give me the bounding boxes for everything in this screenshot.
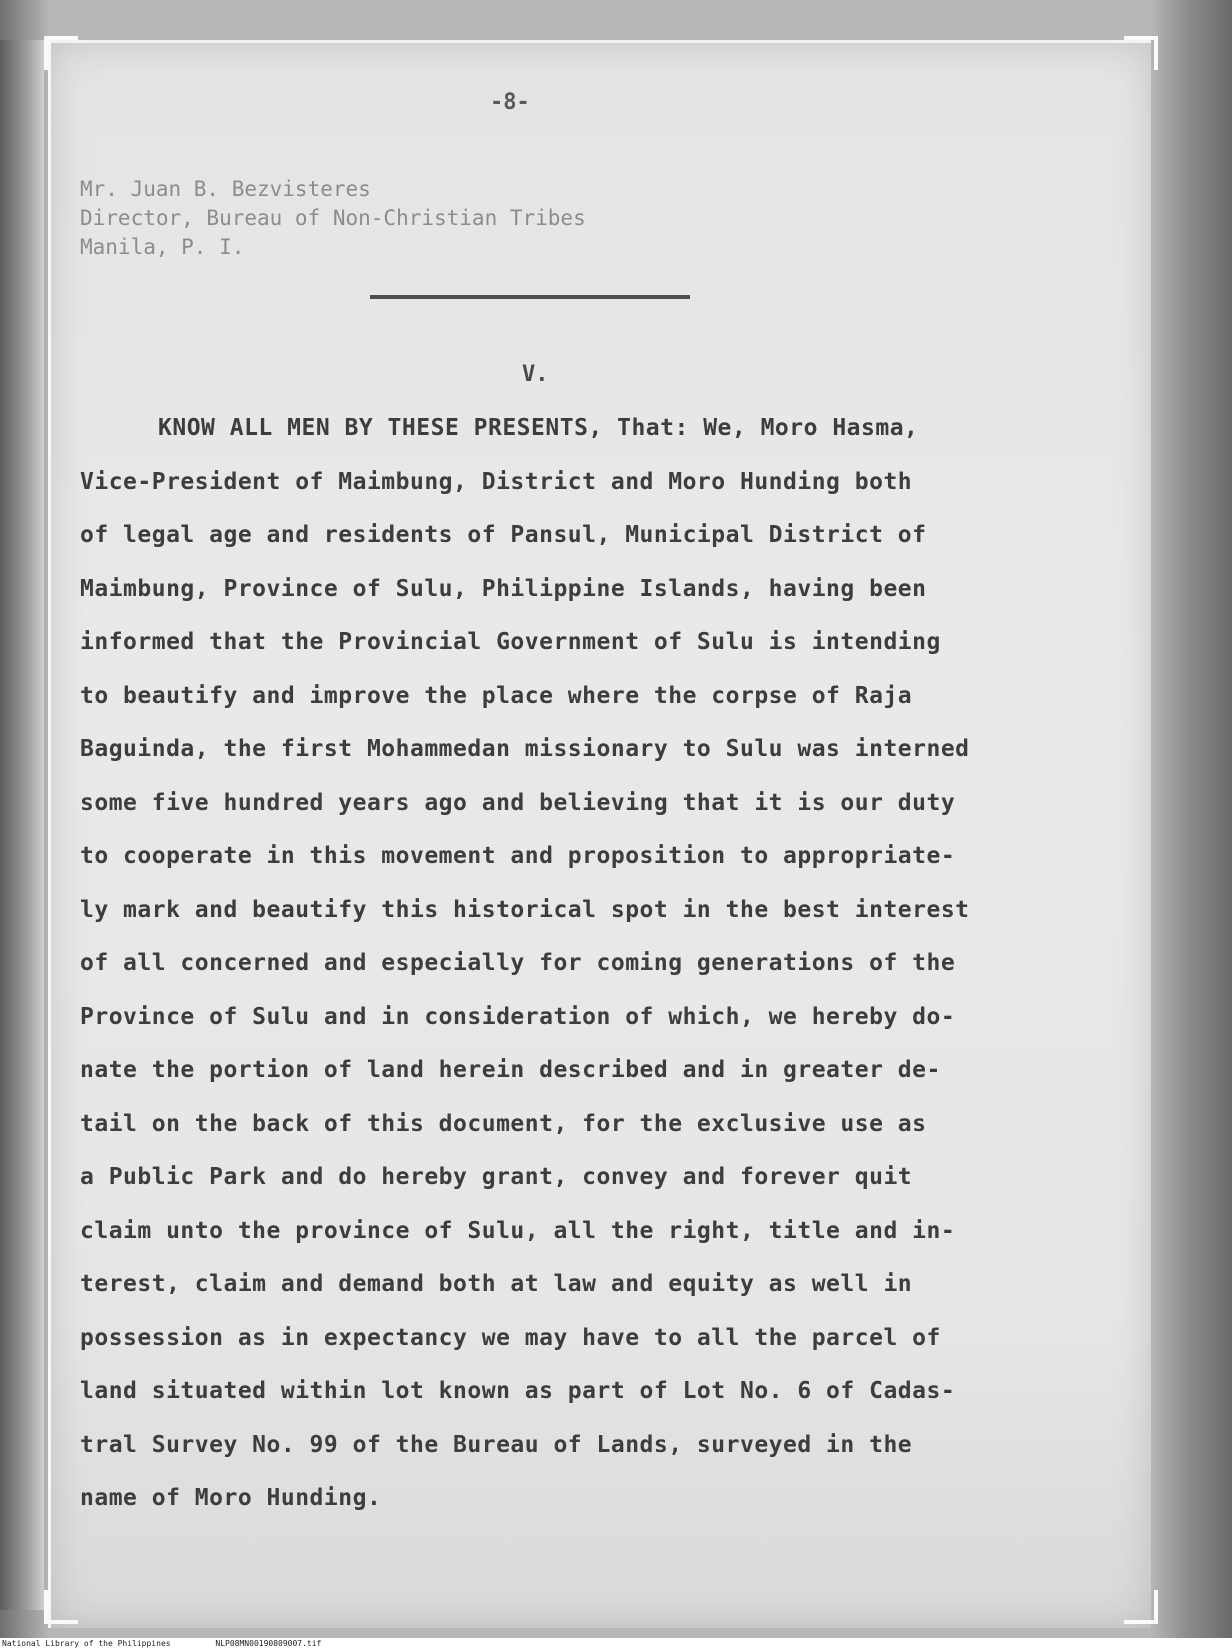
corner-mark-top-right: [1124, 36, 1158, 70]
body-line: KNOW ALL MEN BY THESE PRESENTS, That: We, Moro Hasma,: [158, 415, 919, 441]
body-line: to beautify and improve the place where the corpse of Raja: [80, 682, 913, 709]
corner-mark-top-left: [44, 36, 78, 70]
corner-mark-bottom-right: [1124, 1590, 1158, 1624]
library-name: National Library of the Philippines: [2, 1639, 171, 1648]
body-line: tral Survey No. 99 of the Bureau of Lands, surveyed in the: [80, 1431, 913, 1458]
page-number: -8-: [490, 90, 530, 115]
body-line: to cooperate in this movement and proposition to appropriate-: [80, 843, 956, 869]
body-line: claim unto the province of Sulu, all the right, title and in-: [80, 1217, 956, 1244]
body-line: terest, claim and demand both at law and equity as well in: [80, 1271, 913, 1297]
file-name: NLP08MN00190809007.tif: [215, 1639, 322, 1648]
body-line: of legal age and residents of Pansul, Municipal District of: [80, 522, 927, 548]
document-body: [80, 415, 1070, 1539]
addressee-line: Director, Bureau of Non-Christian Tribes: [80, 206, 586, 230]
body-line: land situated within lot known as part of Lot No. 6 of Cadas-: [80, 1378, 956, 1404]
addressee-block: [80, 175, 586, 262]
section-number: V.: [522, 362, 549, 387]
body-line: ly mark and beautify this historical spot in the best interest: [80, 896, 970, 923]
binding-edge: [0, 40, 44, 1610]
body-line: of all concerned and especially for coming generations of the: [80, 950, 956, 976]
addressee-line: Mr. Juan B. Bezvisteres: [80, 177, 371, 201]
corner-mark-bottom-left: [44, 1590, 78, 1624]
body-line: a Public Park and do hereby grant, convey and forever quit: [80, 1164, 913, 1190]
body-line: possession as in expectancy we may have to all the parcel of: [80, 1324, 941, 1351]
scan-footer: [0, 1638, 1232, 1650]
body-line: nate the portion of land herein described and in greater de-: [80, 1057, 941, 1083]
body-line: Baguinda, the first Mohammedan missionary to Sulu was interned: [80, 736, 970, 762]
body-line: some five hundred years ago and believing that it is our duty: [80, 789, 956, 816]
body-line: Maimbung, Province of Sulu, Philippine Islands, having been: [80, 575, 927, 602]
body-line: informed that the Provincial Government of Sulu is intending: [80, 629, 941, 655]
body-line: Province of Sulu and in consideration of which, we hereby do-: [80, 1003, 956, 1030]
body-line: tail on the back of this document, for the exclusive use as: [80, 1110, 927, 1137]
body-line: Vice-President of Maimbung, District and Moro Hunding both: [80, 468, 913, 495]
horizontal-rule: [370, 295, 690, 299]
addressee-line: Manila, P. I.: [80, 235, 245, 259]
body-line: name of Moro Hunding.: [80, 1485, 382, 1511]
